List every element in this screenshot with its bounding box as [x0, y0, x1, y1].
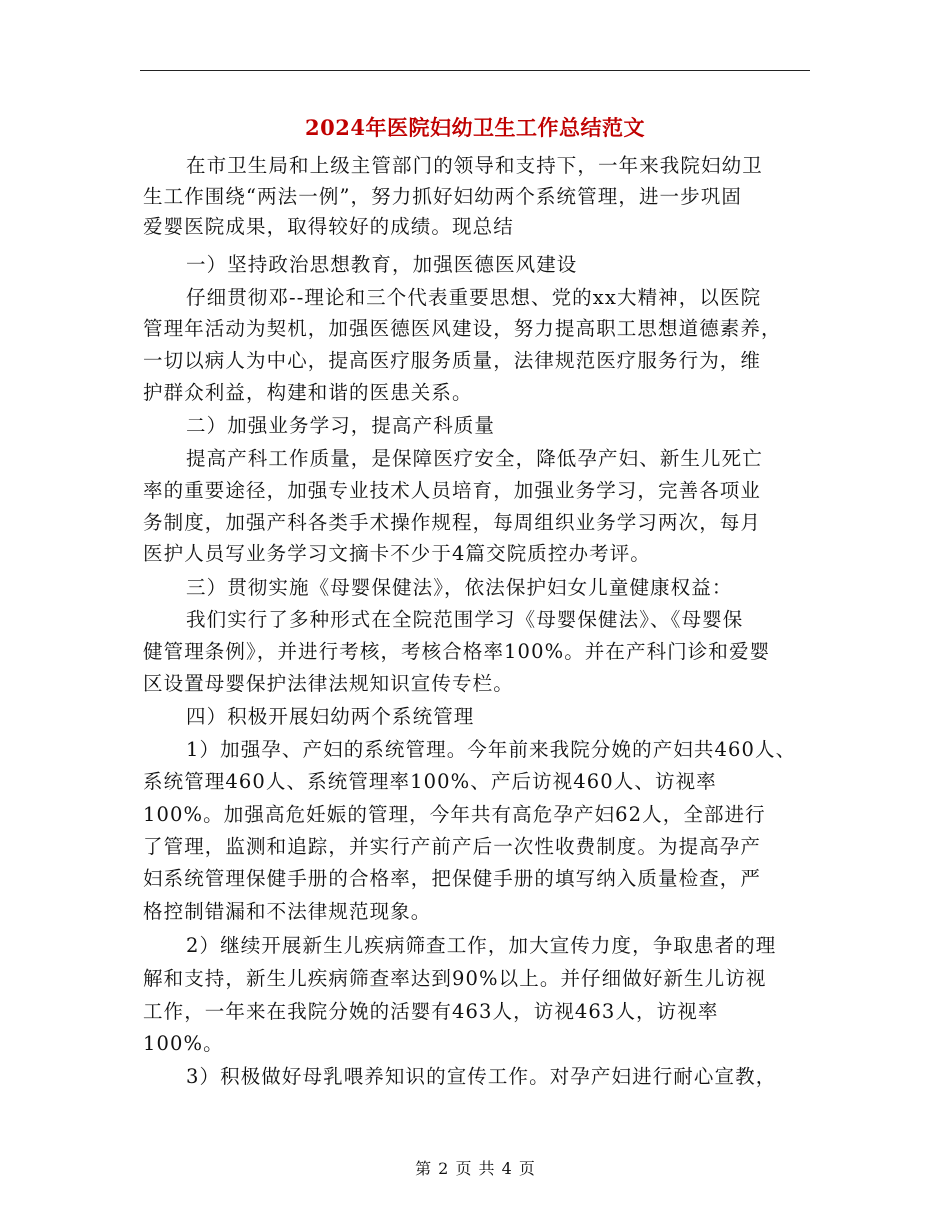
body-line: 我们实行了多种形式在全院范围学习《母婴保健法》、《母婴保	[186, 608, 744, 631]
body-line: 1）加强孕、产妇的系统管理。今年前来我院分娩的产妇共460人、	[186, 738, 797, 761]
header-rule	[140, 70, 810, 71]
body-line: 工作，一年来在我院分娩的活婴有463人，访视463人，访视率	[143, 1000, 719, 1023]
body-line: 管理年活动为契机，加强医德医风建设，努力提高职工思想道德素养，	[143, 317, 782, 340]
body-line: 仔细贯彻邓--理论和三个代表重要思想、党的xx大精神，以医院	[186, 286, 762, 309]
document-title: 2024年医院妇幼卫生工作总结范文	[305, 115, 645, 140]
section-heading: 三）贯彻实施《母婴保健法》，依法保护妇女儿童健康权益：	[186, 576, 733, 599]
body-line: 一切以病人为中心，提高医疗服务质量，法律规范医疗服务行为，维	[143, 349, 762, 372]
body-line: 健管理条例》，并进行考核，考核合格率100%。并在产科门诊和爱婴	[143, 640, 771, 663]
body-line: 100%。	[143, 1032, 224, 1055]
section-heading: 四）积极开展妇幼两个系统管理	[186, 705, 475, 728]
page-number: 第 2 页 共 4 页	[415, 1159, 535, 1178]
body-line: 护群众利益，构建和谐的医患关系。	[143, 381, 473, 404]
body-line: 2）继续开展新生儿疾病筛查工作，加大宣传力度，争取患者的理	[186, 934, 777, 957]
section-heading: 二）加强业务学习，提高产科质量	[186, 414, 496, 437]
body-line: 妇系统管理保健手册的合格率，把保健手册的填写纳入质量检查，严	[143, 867, 762, 890]
body-line: 100%。加强高危妊娠的管理，今年共有高危孕产妇62人，全部进行	[143, 803, 766, 826]
body-line: 区设置母婴保护法律法规知识宣传专栏。	[143, 672, 514, 695]
body-line: 了管理，监测和追踪，并实行产前产后一次性收费制度。为提高孕产	[143, 835, 762, 858]
body-line: 3）积极做好母乳喂养知识的宣传工作。对孕产妇进行耐心宣教，	[186, 1065, 777, 1088]
body-line: 生工作围绕“两法一例”，努力抓好妇幼两个系统管理，进一步巩固	[143, 185, 742, 208]
body-line: 解和支持，新生儿疾病筛查率达到90%以上。并仔细做好新生儿访视	[143, 967, 767, 990]
section-heading: 一）坚持政治思想教育，加强医德医风建设	[186, 253, 578, 276]
body-line: 在市卫生局和上级主管部门的领导和支持下，一年来我院妇幼卫	[186, 154, 763, 177]
body-line: 系统管理460人、系统管理率100%、产后访视460人、访视率	[143, 770, 717, 793]
body-line: 提高产科工作质量，是保障医疗安全，降低孕产妇、新生儿死亡	[186, 447, 763, 470]
body-line: 医护人员写业务学习文摘卡不少于4篇交院质控办考评。	[143, 542, 651, 565]
body-line: 务制度，加强产科各类手术操作规程，每周组织业务学习两次，每月	[143, 511, 762, 534]
body-line: 格控制错漏和不法律规范现象。	[143, 900, 432, 923]
body-line: 爱婴医院成果，取得较好的成绩。现总结	[143, 215, 514, 238]
body-line: 率的重要途径，加强专业技术人员培育，加强业务学习，完善各项业	[143, 479, 762, 502]
